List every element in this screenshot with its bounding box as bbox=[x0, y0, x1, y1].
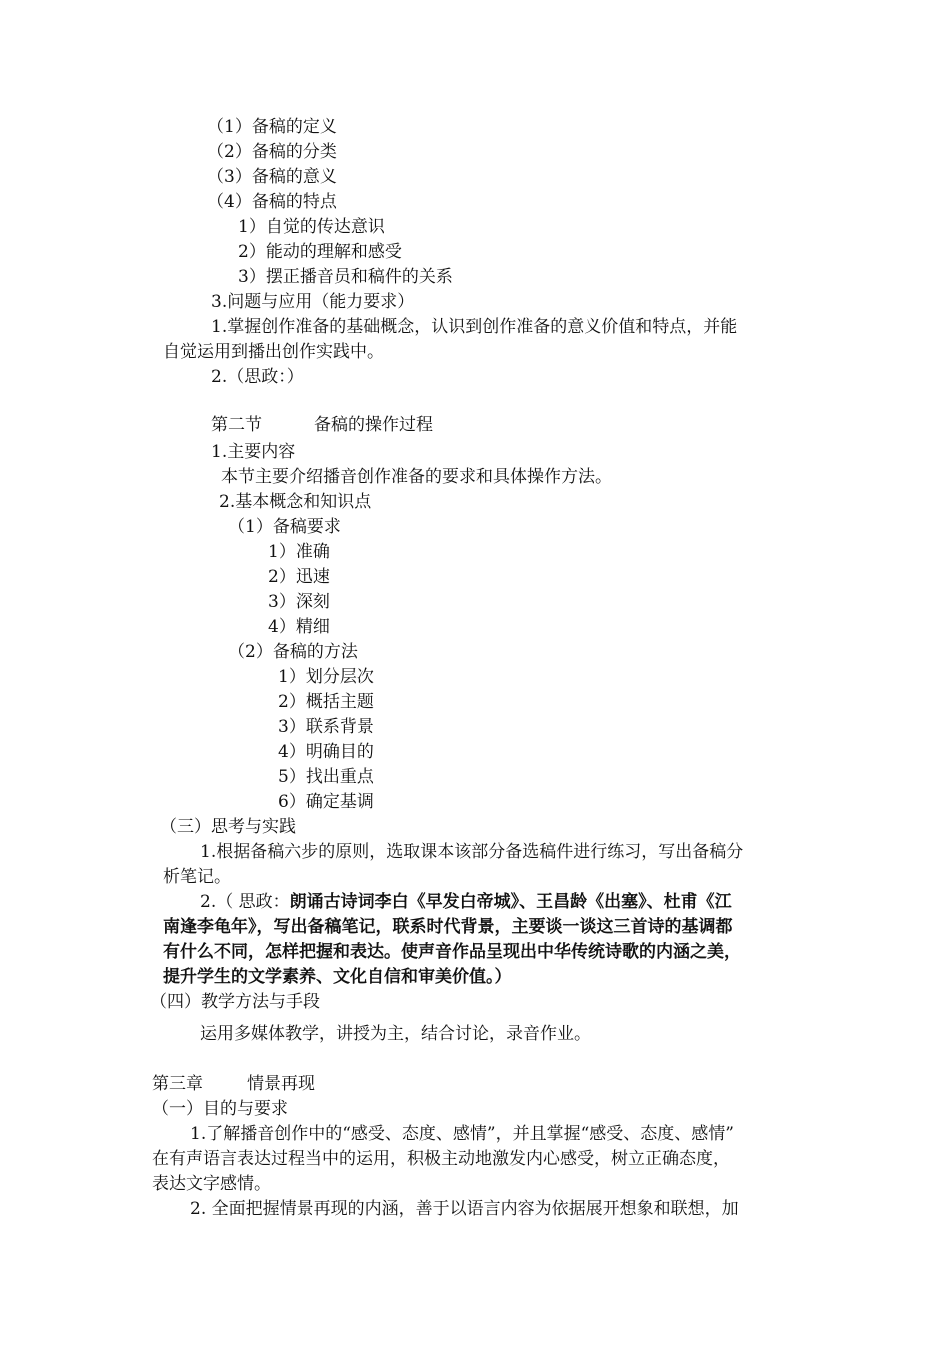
item-meaning: （3）备稿的意义 bbox=[207, 167, 337, 187]
list-item: 4）明确目的 bbox=[278, 742, 374, 762]
chapter-name: 情景再现 bbox=[247, 1074, 315, 1094]
subitem-1: 1）自觉的传达意识 bbox=[238, 217, 385, 237]
paragraph-line: 1.了解播音创作中的“感受、态度、感情”，并且掌握“感受、态度、感情” bbox=[190, 1124, 734, 1144]
heading: 1.主要内容 bbox=[211, 442, 296, 462]
paragraph-line: 自觉运用到播出创作实践中。 bbox=[163, 342, 384, 362]
section-heading-practice: （三）思考与实践 bbox=[160, 817, 296, 837]
list-item: 2）概括主题 bbox=[278, 692, 374, 712]
section-heading-problems: 3.问题与应用（能力要求） bbox=[211, 292, 415, 312]
paragraph-line: 1.掌握创作准备的基础概念，认识到创作准备的意义价值和特点，并能 bbox=[211, 317, 738, 337]
list-item: 5）找出重点 bbox=[278, 767, 374, 787]
paragraph-line: 2.（思政：） bbox=[211, 367, 304, 387]
subitem-2: 2）能动的理解和感受 bbox=[238, 242, 402, 262]
bold-paragraph-line: 南逢李龟年》，写出备稿笔记，联系时代背景，主要谈一谈这三首诗的基调都 bbox=[163, 917, 733, 937]
paragraph-line: 运用多媒体教学，讲授为主，结合讨论，录音作业。 bbox=[200, 1024, 591, 1044]
list-item: 1）划分层次 bbox=[278, 667, 374, 687]
paragraph-line bbox=[200, 890, 732, 915]
paragraph-line: 2. 全面把握情景再现的内涵，善于以语言内容为依据展开想象和联想，加 bbox=[190, 1199, 739, 1219]
section-number: 第二节 bbox=[211, 415, 262, 435]
list-item: 6）确定基调 bbox=[278, 792, 374, 812]
list-item: 3）联系背景 bbox=[278, 717, 374, 737]
item-features: （4）备稿的特点 bbox=[207, 192, 337, 212]
list-item: 1）准确 bbox=[268, 542, 330, 562]
paragraph-line: 析笔记。 bbox=[163, 867, 231, 887]
paragraph-line: 在有声语言表达过程当中的运用，积极主动地激发内心感受，树立正确态度， bbox=[152, 1149, 730, 1169]
paragraph-line: 1.根据备稿六步的原则，选取课本该部分备选稿件进行练习，写出备稿分 bbox=[200, 842, 744, 862]
section-name: 备稿的操作过程 bbox=[314, 415, 433, 435]
bold-paragraph-line: 提升学生的文学素养、文化自信和审美价值。） bbox=[163, 967, 512, 987]
list-item: 3）深刻 bbox=[268, 592, 330, 612]
section-heading-methods: （四）教学方法与手段 bbox=[150, 992, 320, 1012]
heading: 2.基本概念和知识点 bbox=[219, 492, 372, 512]
item-definition: （1）备稿的定义 bbox=[207, 117, 337, 137]
section-heading-goals: （一）目的与要求 bbox=[152, 1099, 288, 1119]
list-item: 4）精细 bbox=[268, 617, 330, 637]
bold-paragraph-line: 有什么不同，怎样把握和表达。使声音作品呈现出中华传统诗歌的内涵之美， bbox=[163, 942, 741, 962]
list-item: 2）迅速 bbox=[268, 567, 330, 587]
section-title bbox=[211, 413, 433, 438]
item-classification: （2）备稿的分类 bbox=[207, 142, 337, 162]
chapter-number: 第三章 bbox=[152, 1074, 203, 1094]
subitem-3: 3）摆正播音员和稿件的关系 bbox=[238, 267, 453, 287]
list-item: （1）备稿要求 bbox=[228, 517, 341, 537]
paragraph-line: 本节主要介绍播音创作准备的要求和具体操作方法。 bbox=[221, 467, 612, 487]
ideology-label: 2.（ 思政： bbox=[200, 892, 290, 912]
chapter-title bbox=[152, 1072, 315, 1097]
list-item: （2）备稿的方法 bbox=[228, 642, 358, 662]
ideology-bold-text: 朗诵古诗词李白《早发白帝城》、王昌龄《出塞》、杜甫《江 bbox=[289, 892, 732, 912]
paragraph-line: 表达文字感情。 bbox=[152, 1174, 271, 1194]
